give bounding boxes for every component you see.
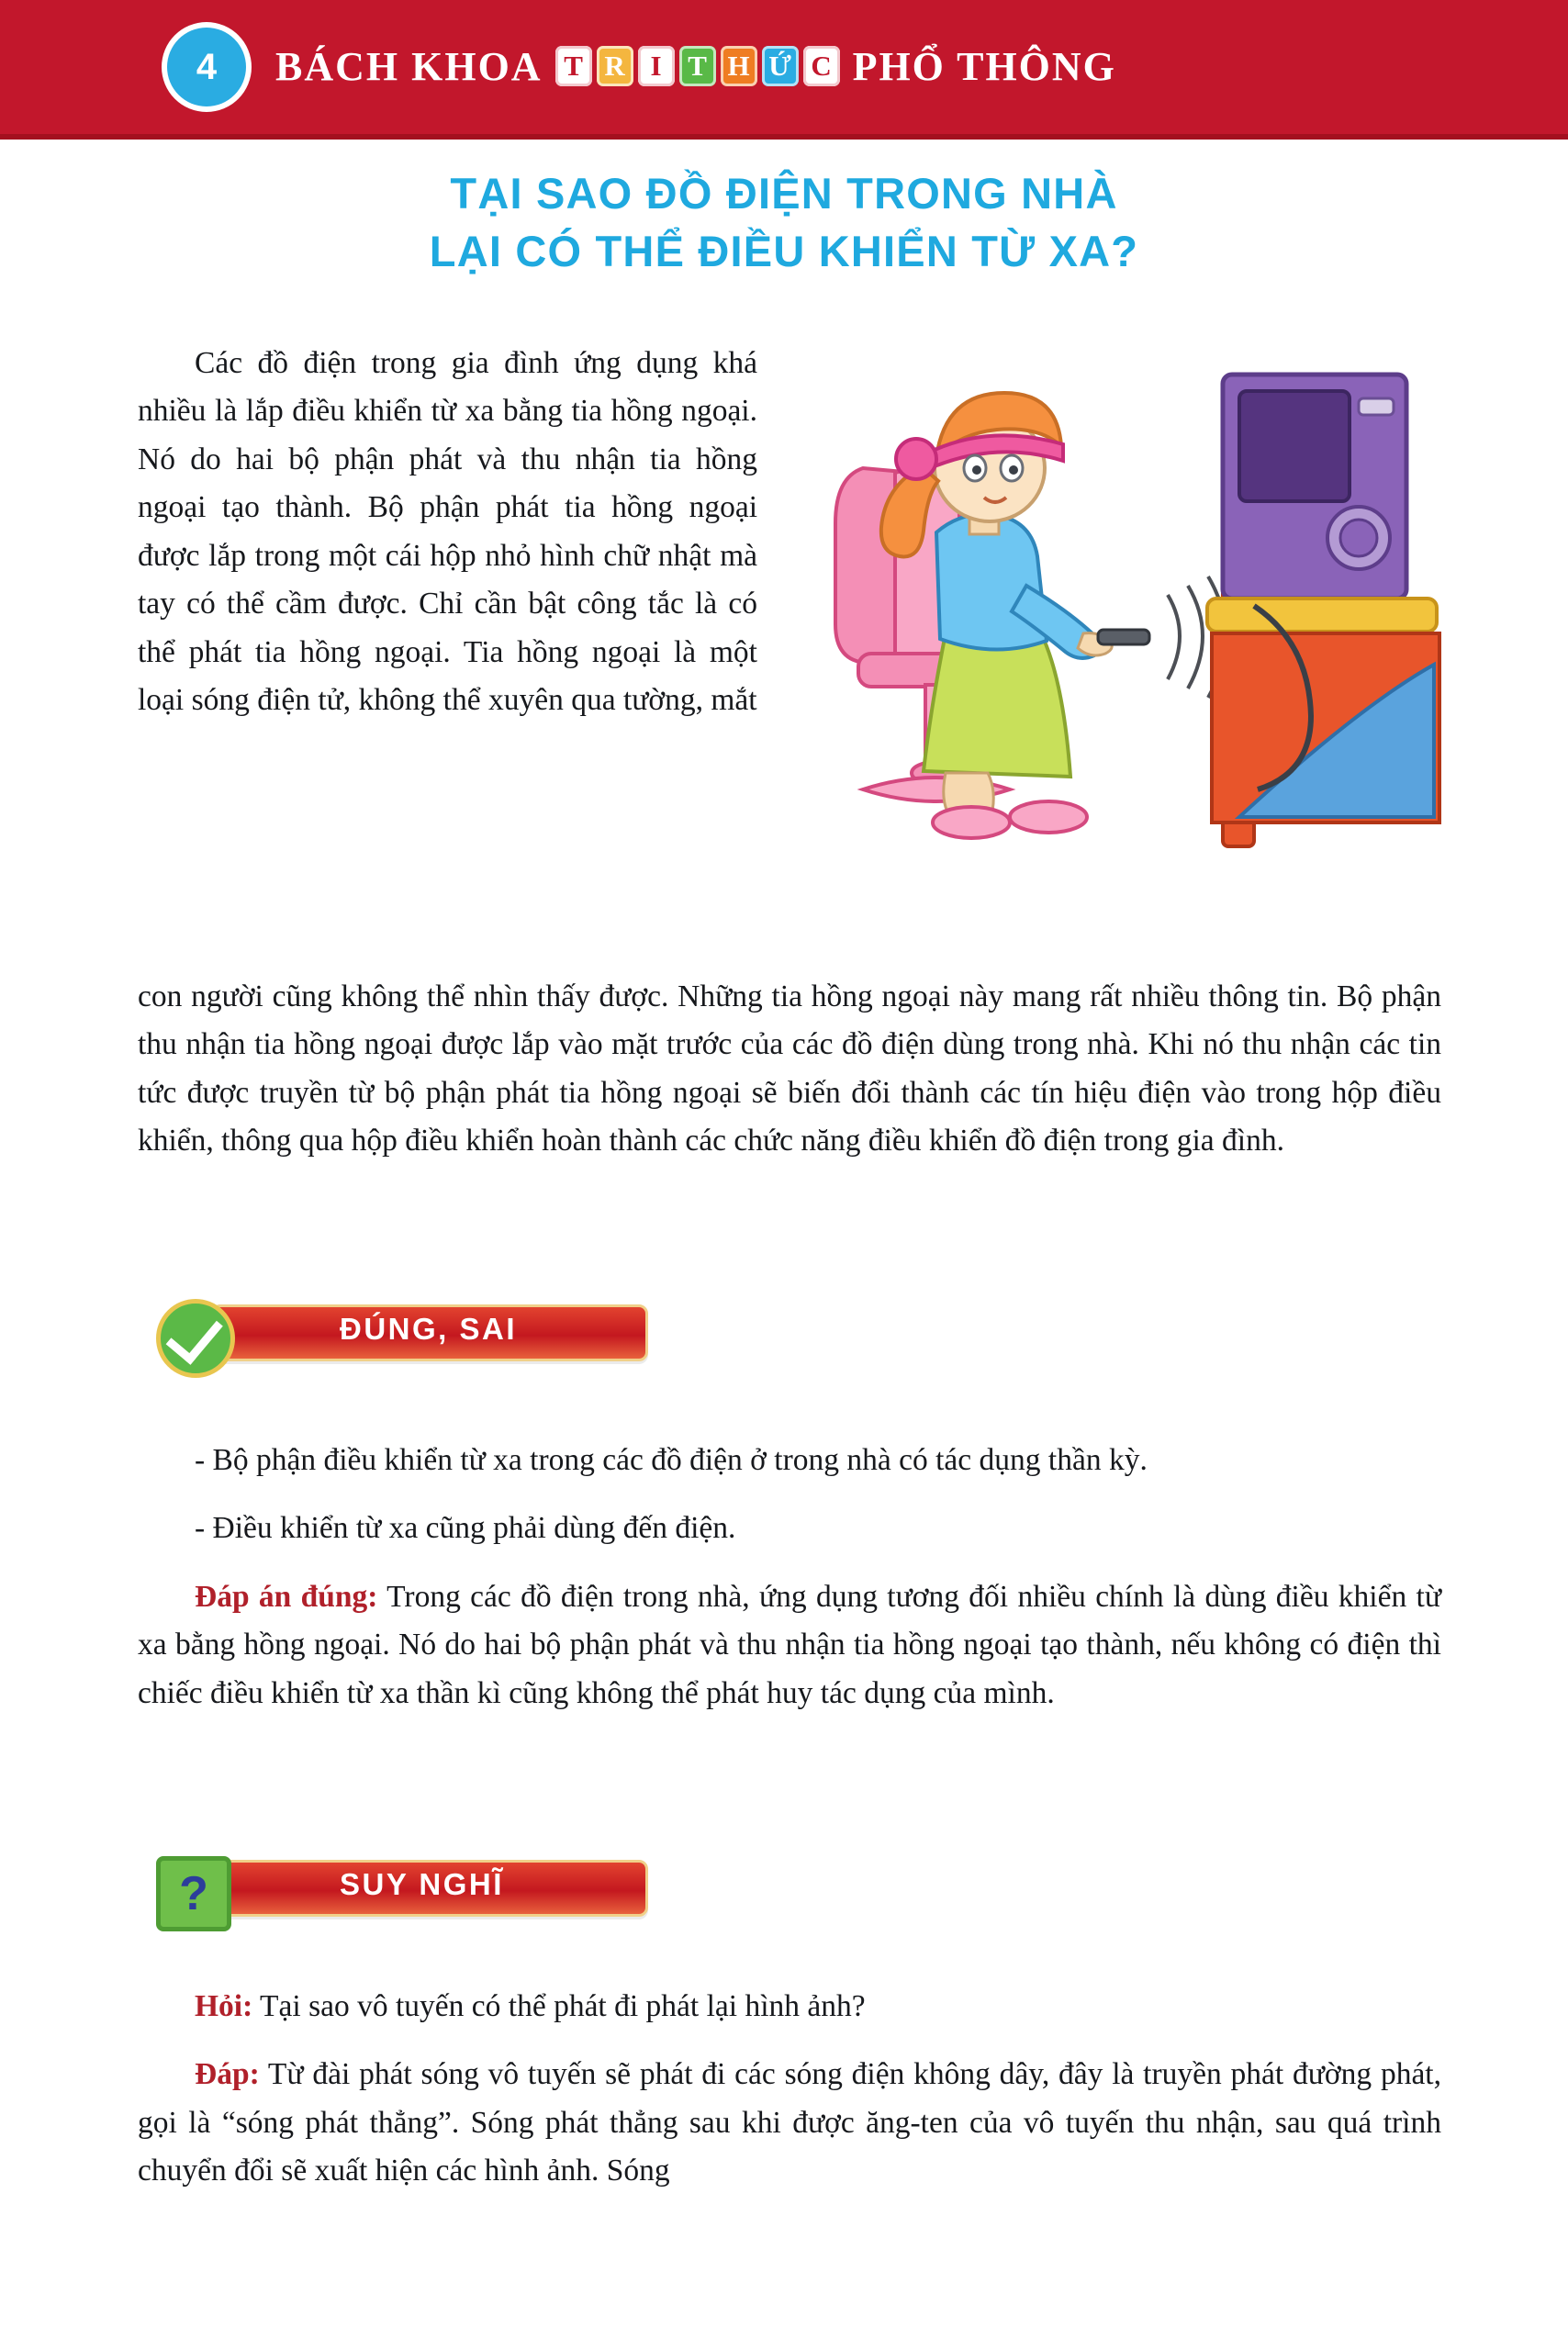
- letter-block-c: C: [803, 46, 840, 86]
- letter-block-r: R: [597, 46, 633, 86]
- book-title: [275, 37, 1116, 95]
- think-answer-label: Đáp:: [195, 2057, 260, 2092]
- letter-block-t2: T: [679, 46, 716, 86]
- article-title: [0, 165, 1568, 280]
- intro-column-paragraph: [138, 340, 757, 724]
- book-title-part-1: BÁCH KHOA: [275, 43, 543, 89]
- illustration-girl-remote-tv: [808, 358, 1450, 918]
- think-question: [138, 1983, 1441, 2031]
- book-title-part-2: PHỔ THÔNG: [852, 43, 1116, 89]
- page-number-badge: 4: [167, 28, 246, 106]
- banner-true-false-label: ĐÚNG, SAI: [340, 1312, 518, 1346]
- true-false-content: [138, 1437, 1441, 1738]
- true-false-item-2: - Điều khiển từ xa cũng phải dùng đến điện.: [195, 1511, 736, 1546]
- think-answer-text: Từ đài phát sóng vô tuyến sẽ phát đi các sóng điện không dây, đây là truyền phát đường phát, gọi là “sóng phát thẳng”. Sóng phát thẳng sau khi được ăng-ten của vô tuyến thu nhận, sau quá trình chuyển đổi sẽ xuất hiện các hình ảnh. Sóng: [138, 2057, 1441, 2188]
- true-false-answer-label: Đáp án đúng:: [195, 1579, 378, 1614]
- banner-think: [156, 1854, 799, 1919]
- think-content: [138, 1983, 1441, 2216]
- letter-block-i: I: [638, 46, 675, 86]
- article-title-line-1: TẠI SAO ĐỒ ĐIỆN TRONG NHÀ: [450, 169, 1118, 218]
- body-paragraph-continuation: con người cũng không thể nhìn thấy được. Những tia hồng ngoại này mang rất nhiều thông tin. Bộ phận thu nhận tia hồng ngoại được lắp vào mặt trước của các đồ điện dùng trong nhà. Khi nó thu nhận các tin tức được truyền từ bộ phận phát tia hồng ngoại sẽ biến đổi thành các tín hiệu điện vào trong hộp điều khiển, thông qua hộp điều khiển hoàn thành các chức năng điều khiển đồ điện trong gia đình.: [138, 979, 1441, 1158]
- think-answer: [138, 2051, 1441, 2195]
- letter-block-h: H: [721, 46, 757, 86]
- banner-true-false: [156, 1299, 799, 1363]
- banner-think-label: SUY NGHĨ: [340, 1867, 504, 1901]
- article-title-line-2: LẠI CÓ THỂ ĐIỀU KHIỂN TỪ XA?: [429, 226, 1139, 275]
- check-icon: [156, 1299, 235, 1378]
- letter-blocks: [555, 46, 840, 86]
- true-false-answer-text: Trong các đồ điện trong nhà, ứng dụng tương đối nhiều chính là dùng điều khiển từ xa bằng hồng ngoại. Nó do hai bộ phận phát và thu nhận tia hồng ngoại tạo thành, nếu không có điện thì chiếc điều khiển từ xa thần kì cũng không thể phát huy tác dụng của mình.: [138, 1579, 1441, 1710]
- think-question-text: Tại sao vô tuyến có thể phát đi phát lại hình ảnh?: [252, 1989, 866, 2023]
- true-false-answer: [138, 1573, 1441, 1718]
- intro-column-paragraph-text: Các đồ điện trong gia đình ứng dụng khá nhiều là lắp điều khiển từ xa bằng tia hồng ngoại. Nó do hai bộ phận phát và thu nhận tia hồng ngoại tạo thành. Bộ phận phát tia hồng ngoại được lắp trong một cái hộp nhỏ hình chữ nhật mà tay có thể cầm được. Chỉ cần bật công tắc là có thể phát tia hồng ngoại. Tia hồng ngoại là một loại sóng điện tử, không thể xuyên qua tường, mắt: [138, 346, 757, 717]
- letter-block-t1: T: [555, 46, 592, 86]
- true-false-item-1: - Bộ phận điều khiển từ xa trong các đồ điện ở trong nhà có tác dụng thần kỳ.: [195, 1443, 1148, 1477]
- question-mark-icon: ?: [156, 1856, 231, 1931]
- letter-block-u: Ứ: [762, 46, 799, 86]
- think-question-label: Hỏi:: [195, 1989, 253, 2023]
